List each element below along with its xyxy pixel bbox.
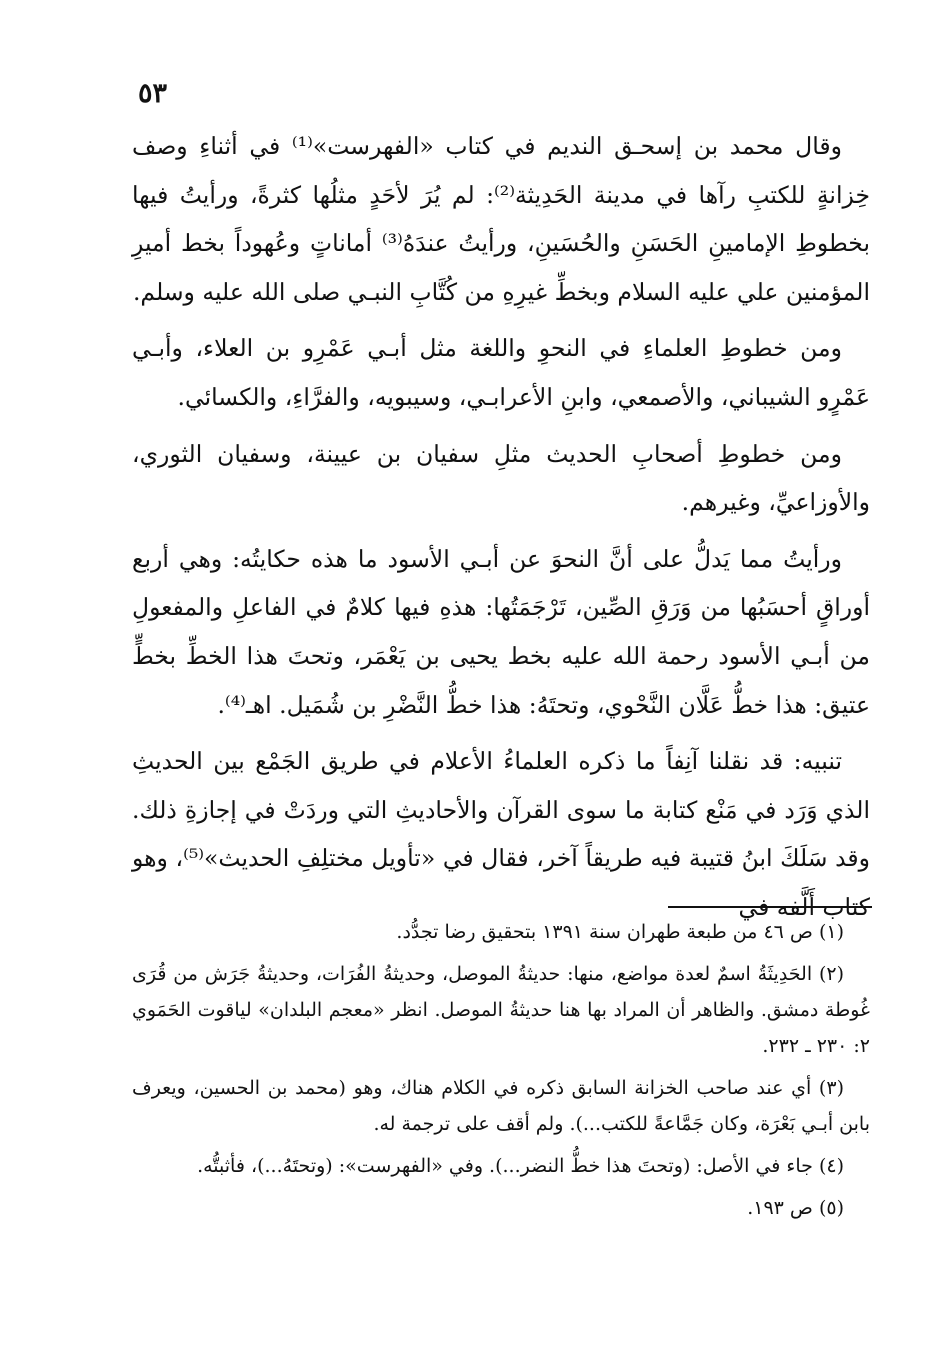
footnote-divider (668, 906, 872, 908)
paragraph: ومن خطوطِ أصحابِ الحديث مثلِ سفيان بن عيينة، وسفيان الثوري، والأوزاعيِّ، وغيرهم. (132, 439, 870, 517)
footnote: (٥) ص ١٩٣. (747, 1197, 844, 1219)
page-number: ٥٣ (138, 78, 168, 109)
footnote: (٣) أي عند صاحب الخزانة السابق ذكره في الكلام هناك، وهو (محمد بن الحسين، ويعرف بابن أبـي بَعْرَة، وكان جَمَّاعةً للكتب...). ولم أقف على ترجمة له. (132, 1077, 870, 1135)
main-text (132, 122, 870, 940)
footnote: (٢) الحَدِيثَةُ اسمٌ لعدة مواضع، منها: حديثةُ الموصل، وحديثةُ الفُرَات، وحديثةُ جَرَش من قُرَى غُوطة دمشق. والظاهر أن المراد بها هنا حديثةُ الموصل. انظر «معجم البلدان» لياقوت الحَمَوي ٢: ٢٣٠ ـ ٢٣٢. (132, 963, 870, 1057)
paragraph: تنبيه: قد نقلنا آنِفاً ما ذكره العلماءُ الأعلام في طريق الجَمْع بين الحديثِ الذي وَرَد في مَنْع كتابة ما سوى القرآن والأحاديثِ التي وردَتْ في إجازةِ ذلك. وقد سَلَكَ ابنُ قتيبة فيه طريقاً آخر، فقال في «تأويل مختلِفِ الحديث»⁽⁵⁾، وهو كتاب أَلَّفه في (132, 747, 870, 921)
paragraph: ورأيتُ مما يَدلُّ على أنَّ النحوَ عن أبـي الأسود ما هذه حكايتُه: وهي أربع أوراقٍ أحسَبُها من وَرَقِ الصِّين، تَرْجَمَتُها: هذهِ فيها كلامٌ في الفاعلِ والمفعولِ من أبـي الأسود رحمة الله عليه بخط يحيى بن يَعْمَر، وتحتَ هذا الخطِّ بخطٍّ عتيق: هذا خطُّ عَلَّان النَّحْوي، وتحتَهُ: هذا خطُّ النَّضْرِ بن شُمَيل. اهـ⁽⁴⁾. (132, 544, 870, 719)
footnote: (٤) جاء في الأصل: (وتحتَ هذا خطُّ النضر...). وفي «الفهرست»: (وتحتَهُ...)، فأثبتُّه. (197, 1155, 844, 1177)
paragraph: ومن خطوطِ العلماءِ في النحوِ واللغة مثل أبـي عَمْرِو بن العلاء، وأبـي عَمْرٍو الشيباني، والأصمعي، وابنِ الأعرابـي، وسيبويه، والفرَّاءِ، والكسائي. (132, 334, 870, 411)
paragraph: وقال محمد بن إسحـق النديم في كتاب «الفهرست»⁽¹⁾ في أثناءِ وصف خِزانةٍ للكتبِ رآها في مدينة الحَدِيثة⁽²⁾: لم يُرَ لأحَدٍ مثلُها كثرةً، ورأيتُ فيها بخطوطِ الإمامينِ الحَسَنِ والحُسَينِ، ورأيتُ عندَهُ⁽³⁾ أماناتٍ وعُهوداً بخط أميرِ المؤمنين علي عليه السلام وبخطِّ غيرِهِ من كُتَّابِ النبـي صلى الله عليه وسلم. (132, 132, 871, 306)
footnote: (١) ص ٤٦ من طبعة طهران سنة ١٣٩١ بتحقيق رضا تجدُّد. (396, 921, 844, 943)
footnotes (132, 914, 870, 1232)
